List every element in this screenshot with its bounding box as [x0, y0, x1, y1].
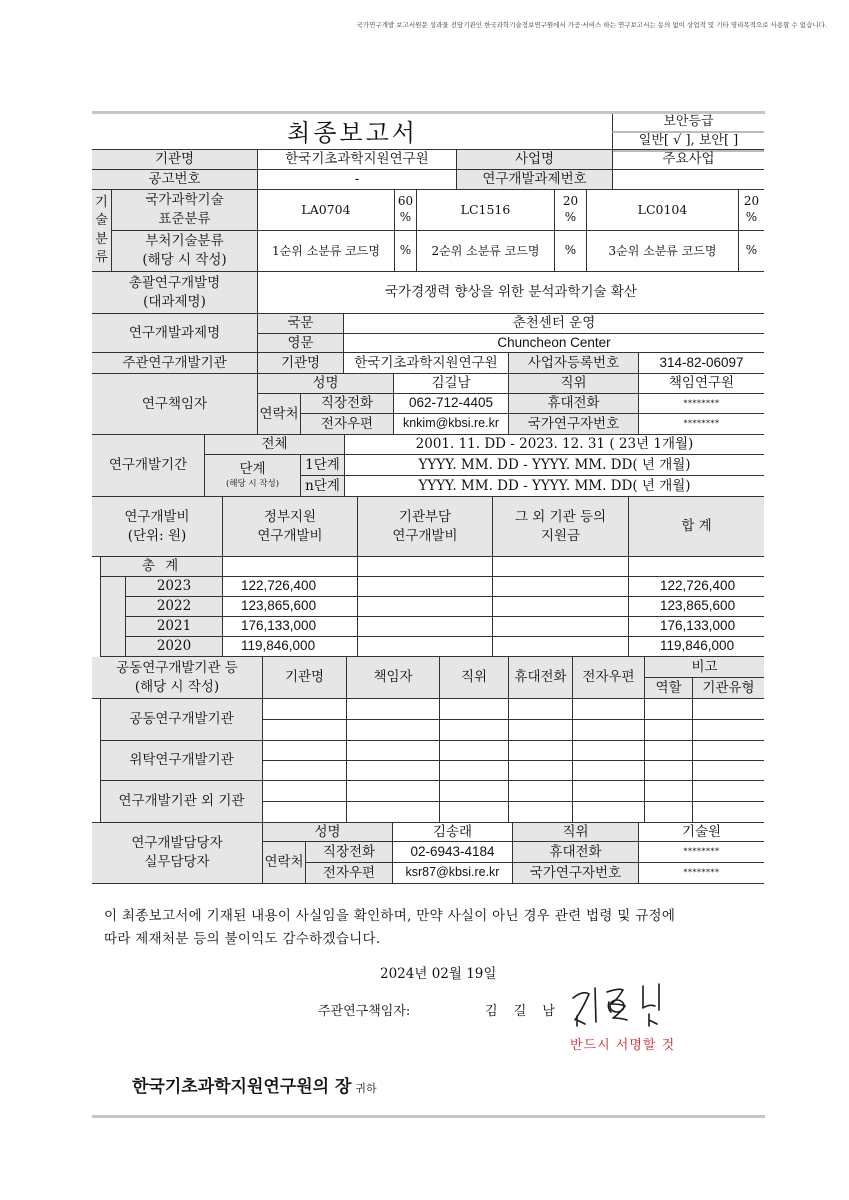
principal-researcher-no: ******** — [639, 414, 764, 435]
manager-position: 기술원 — [639, 822, 764, 842]
national-standard-label — [112, 190, 258, 231]
english-label: 영문 — [258, 334, 344, 353]
budget-gov-value: 176,133,000 — [223, 617, 358, 637]
budget-col-gov — [223, 497, 358, 557]
declaration-line-2: 따라 제재처분 등의 불이익도 감수하겠습니다. — [104, 931, 381, 947]
project-name-label: 연구개발과제명 — [92, 314, 258, 353]
col-line: 지원금 — [540, 527, 581, 544]
pct-num: 20 — [562, 194, 579, 209]
institution-value: 한국기초과학지원연구원 — [258, 149, 457, 170]
biz-reg-value: 314-82-06097 — [639, 353, 764, 374]
group-char: 기 — [95, 195, 108, 211]
national-code-1: LA0704 — [258, 190, 395, 231]
label-line: 총괄연구개발명 — [128, 274, 221, 291]
overall-project-value: 국가경쟁력 향상을 위한 분석과학기술 확산 — [258, 272, 764, 314]
joint-cell — [693, 720, 764, 741]
principal-mobile: ******** — [639, 394, 764, 414]
manager-office-phone-label: 직장전화 — [306, 842, 393, 863]
col-line: 그 외 기관 등의 — [514, 508, 607, 525]
bottom-divider — [92, 1115, 765, 1118]
principal-email-label: 전자우편 — [301, 414, 394, 435]
budget-sum-value: 123,865,600 — [629, 597, 764, 617]
budget-total-label: 총 계 — [100, 557, 223, 577]
manager-email: ksr87@kbsi.re.kr — [393, 863, 513, 884]
joint-cell — [509, 781, 573, 802]
manager-email-label: 전자우편 — [306, 863, 393, 884]
joint-group-joint: 공동연구개발기관 — [100, 699, 263, 741]
joint-cell — [440, 699, 509, 720]
joint-cell — [263, 761, 347, 781]
lead-org-label: 주관연구개발기관 — [92, 353, 258, 374]
budget-inst-value — [358, 577, 493, 597]
manager-contact-label: 연락처 — [263, 842, 306, 884]
addressee-suffix: 귀하 — [355, 1082, 377, 1095]
joint-cell — [645, 781, 693, 802]
joint-cell — [263, 699, 347, 720]
budget-gov-value: 123,865,600 — [223, 597, 358, 617]
budget-total-gov — [223, 557, 358, 577]
manager-mobile: ******** — [639, 842, 764, 863]
col-line: 연구개발비 — [392, 527, 458, 544]
ministry-pct-1: % — [395, 231, 417, 272]
group-char: 류 — [95, 249, 108, 265]
budget-col-inst — [358, 497, 493, 557]
group-char: 분 — [95, 231, 108, 247]
joint-cell — [347, 720, 440, 741]
project-name-korean: 춘천센터 운영 — [344, 314, 764, 334]
announcement-value: - — [258, 170, 457, 190]
joint-cell — [693, 781, 764, 802]
budget-year: 2021 — [126, 617, 223, 637]
label-line: 연구개발비 — [124, 508, 190, 525]
budget-inst-value — [358, 597, 493, 617]
joint-cell — [263, 741, 347, 761]
joint-cell — [347, 802, 440, 823]
project-name-english: Chuncheon Center — [344, 334, 764, 353]
joint-cell — [573, 720, 645, 741]
budget-sum-value: 176,133,000 — [629, 617, 764, 637]
budget-sum-value: 119,846,000 — [629, 637, 764, 657]
declaration-date: 2024년 02월 19일 — [380, 966, 497, 982]
budget-year: 2020 — [126, 637, 223, 657]
pct-sign: % — [399, 210, 412, 224]
period-total-label: 전체 — [205, 435, 345, 455]
principal-position: 책임연구원 — [639, 374, 764, 394]
joint-col-org: 기관명 — [263, 657, 347, 699]
security-label: 보안등급 — [612, 114, 764, 133]
stage-label: 단계 — [239, 461, 266, 478]
label-line: 실무담당자 — [144, 854, 210, 870]
principal-email: knkim@kbsi.re.kr — [394, 414, 509, 435]
national-code-2: LC1516 — [417, 190, 555, 231]
joint-cell — [263, 720, 347, 741]
manager-researcher-no: ******** — [639, 863, 764, 884]
joint-cell — [693, 802, 764, 823]
label-line: (해당 시 작성) — [134, 678, 220, 695]
joint-cell — [693, 741, 764, 761]
joint-cell — [573, 741, 645, 761]
joint-label — [92, 657, 263, 699]
budget-col-other — [493, 497, 629, 557]
pct-sign: % — [745, 210, 758, 224]
joint-col-type: 기관유형 — [693, 678, 764, 699]
budget-other-value — [493, 637, 629, 657]
addressee — [132, 1072, 377, 1097]
budget-inst-value — [358, 637, 493, 657]
stagen-label: n단계 — [301, 476, 345, 497]
joint-col-role: 역할 — [645, 678, 693, 699]
national-pct-1 — [395, 190, 417, 231]
budget-other-value — [493, 577, 629, 597]
principal-mobile-label: 휴대전화 — [509, 394, 639, 414]
joint-cell — [693, 761, 764, 781]
label-line: (단위: 원) — [127, 527, 187, 544]
task-number-value — [613, 170, 764, 190]
joint-col-lead: 책임자 — [347, 657, 440, 699]
principal-office-phone-label: 직장전화 — [301, 394, 394, 414]
joint-cell — [693, 699, 764, 720]
joint-cell — [573, 699, 645, 720]
national-pct-2 — [555, 190, 587, 231]
signer-name: 김 길 남 — [485, 1004, 561, 1019]
col-line: 정부지원 — [263, 508, 317, 525]
budget-gov-value: 119,846,000 — [223, 637, 358, 657]
joint-cell — [645, 720, 693, 741]
joint-cell — [347, 761, 440, 781]
joint-col-mobile: 휴대전화 — [509, 657, 573, 699]
pct-num: 20 — [743, 194, 760, 209]
label-line: (해당 시 작성) — [142, 252, 227, 268]
page-title: 최종보고서 — [287, 119, 418, 147]
label-line: 표준분류 — [158, 211, 211, 227]
signer-label: 주관연구책임자: — [318, 1004, 411, 1019]
joint-cell — [645, 761, 693, 781]
budget-inst-value — [358, 617, 493, 637]
period-stage-label — [205, 455, 301, 497]
budget-year: 2023 — [126, 577, 223, 597]
joint-cell — [509, 741, 573, 761]
joint-group-consigned: 위탁연구개발기관 — [100, 741, 263, 781]
joint-col-email: 전자우편 — [573, 657, 645, 699]
col-line: 기관부담 — [398, 508, 452, 525]
must-sign-note: 반드시 서명할 것 — [570, 1038, 676, 1053]
joint-cell — [573, 781, 645, 802]
copyright-notice: 국가연구개발 보고서원문 성과물 전담기관인 한국과학기술정보연구원에서 가공·서비스 하는 연구보고서는 동의 없이 상업적 및 기타 영리목적으로 사용할 수 없습니다. — [356, 21, 827, 29]
ministry-pct-3: % — [739, 231, 764, 272]
joint-col-remarks: 비고 — [645, 657, 764, 678]
label-line: 부처기술분류 — [145, 233, 224, 250]
biz-reg-label: 사업자등록번호 — [509, 353, 639, 374]
national-pct-3 — [739, 190, 764, 231]
budget-other-value — [493, 617, 629, 637]
pct-num: 60 — [397, 194, 414, 209]
manager-name: 김송래 — [393, 822, 513, 842]
joint-cell — [440, 720, 509, 741]
addressee-name: 한국기초과학지원연구원의 장 — [132, 1077, 352, 1097]
joint-cell — [440, 802, 509, 823]
project-type-value: 주요사업 — [613, 149, 764, 170]
budget-label — [92, 497, 223, 557]
label-line: 연구개발담당자 — [131, 835, 223, 852]
joint-cell — [347, 781, 440, 802]
ministry-code-3: 3순위 소분류 코드명 — [587, 231, 739, 272]
group-char: 술 — [95, 213, 108, 229]
joint-cell — [509, 699, 573, 720]
manager-mobile-label: 휴대전화 — [513, 842, 639, 863]
ministry-code-1: 1순위 소분류 코드명 — [258, 231, 395, 272]
period-label: 연구개발기간 — [92, 435, 205, 497]
lead-org-name: 한국기초과학지원연구원 — [344, 353, 509, 374]
principal-researcher-no-label: 국가연구자번호 — [509, 414, 639, 435]
security-value[interactable]: 일반[ √ ], 보안[ ] — [612, 133, 764, 152]
stage1-period: YYYY. MM. DD - YYYY. MM. DD( 년 개월) — [345, 455, 764, 476]
budget-year: 2022 — [126, 597, 223, 617]
budget-total-sum — [629, 557, 764, 577]
joint-cell — [440, 781, 509, 802]
joint-cell — [573, 802, 645, 823]
ministry-classification-label — [112, 231, 258, 272]
budget-other-value — [493, 597, 629, 617]
label-line: 공동연구개발기관 등 — [116, 659, 238, 676]
col-line: 연구개발비 — [257, 527, 323, 544]
korean-label: 국문 — [258, 314, 344, 334]
joint-group-other: 연구개발기관 외 기관 — [100, 781, 263, 823]
ministry-code-2: 2순위 소분류 코드명 — [417, 231, 555, 272]
joint-col-position: 직위 — [440, 657, 509, 699]
budget-total-other — [493, 557, 629, 577]
signature-icon — [565, 982, 695, 1032]
budget-col-sum: 합 계 — [629, 497, 764, 557]
national-code-3: LC0104 — [587, 190, 739, 231]
declaration-line-1: 이 최종보고서에 기재된 내용이 사실임을 확인하며, 만약 사실이 아닌 경우 관련 법령 및 규정에 — [104, 908, 676, 924]
joint-cell — [347, 741, 440, 761]
period-total: 2001. 11. DD - 2023. 12. 31 ( 23년 1개월) — [345, 435, 764, 455]
tech-classification-group — [92, 190, 112, 272]
principal-label: 연구책임자 — [92, 374, 258, 435]
joint-cell — [509, 761, 573, 781]
manager-name-label: 성명 — [263, 822, 393, 842]
project-type-label: 사업명 — [457, 149, 613, 170]
joint-cell — [509, 802, 573, 823]
principal-name-label: 성명 — [258, 374, 394, 394]
overall-project-label — [92, 272, 258, 314]
manager-position-label: 직위 — [513, 822, 639, 842]
ministry-pct-2: % — [555, 231, 587, 272]
budget-sum-value: 122,726,400 — [629, 577, 764, 597]
label-line: (대과제명) — [143, 293, 206, 310]
manager-researcher-no-label: 국가연구자번호 — [513, 863, 639, 884]
joint-cell — [263, 802, 347, 823]
announcement-label: 공고번호 — [92, 170, 258, 190]
label-line: 국가과학기술 — [145, 192, 224, 209]
joint-cell — [347, 699, 440, 720]
task-number-label: 연구개발과제번호 — [457, 170, 613, 190]
principal-contact-label: 연락처 — [258, 394, 301, 435]
lead-org-name-label: 기관명 — [258, 353, 344, 374]
principal-office-phone: 062-712-4405 — [394, 394, 509, 414]
joint-cell — [645, 741, 693, 761]
budget-gov-value: 122,726,400 — [223, 577, 358, 597]
principal-name: 김길남 — [394, 374, 509, 394]
budget-year-spacer — [100, 577, 126, 657]
manager-label — [92, 822, 263, 884]
stage-note: (해당 시 작성) — [225, 479, 280, 489]
institution-label: 기관명 — [92, 149, 258, 170]
budget-total-inst — [358, 557, 493, 577]
joint-cell — [645, 802, 693, 823]
joint-cell — [645, 699, 693, 720]
joint-cell — [440, 761, 509, 781]
joint-cell — [573, 761, 645, 781]
manager-office-phone: 02-6943-4184 — [393, 842, 513, 863]
joint-cell — [509, 720, 573, 741]
pct-sign: % — [564, 210, 577, 224]
stage1-label: 1단계 — [301, 455, 345, 476]
joint-cell — [440, 741, 509, 761]
joint-cell — [263, 781, 347, 802]
stagen-period: YYYY. MM. DD - YYYY. MM. DD( 년 개월) — [345, 476, 764, 497]
principal-position-label: 직위 — [509, 374, 639, 394]
